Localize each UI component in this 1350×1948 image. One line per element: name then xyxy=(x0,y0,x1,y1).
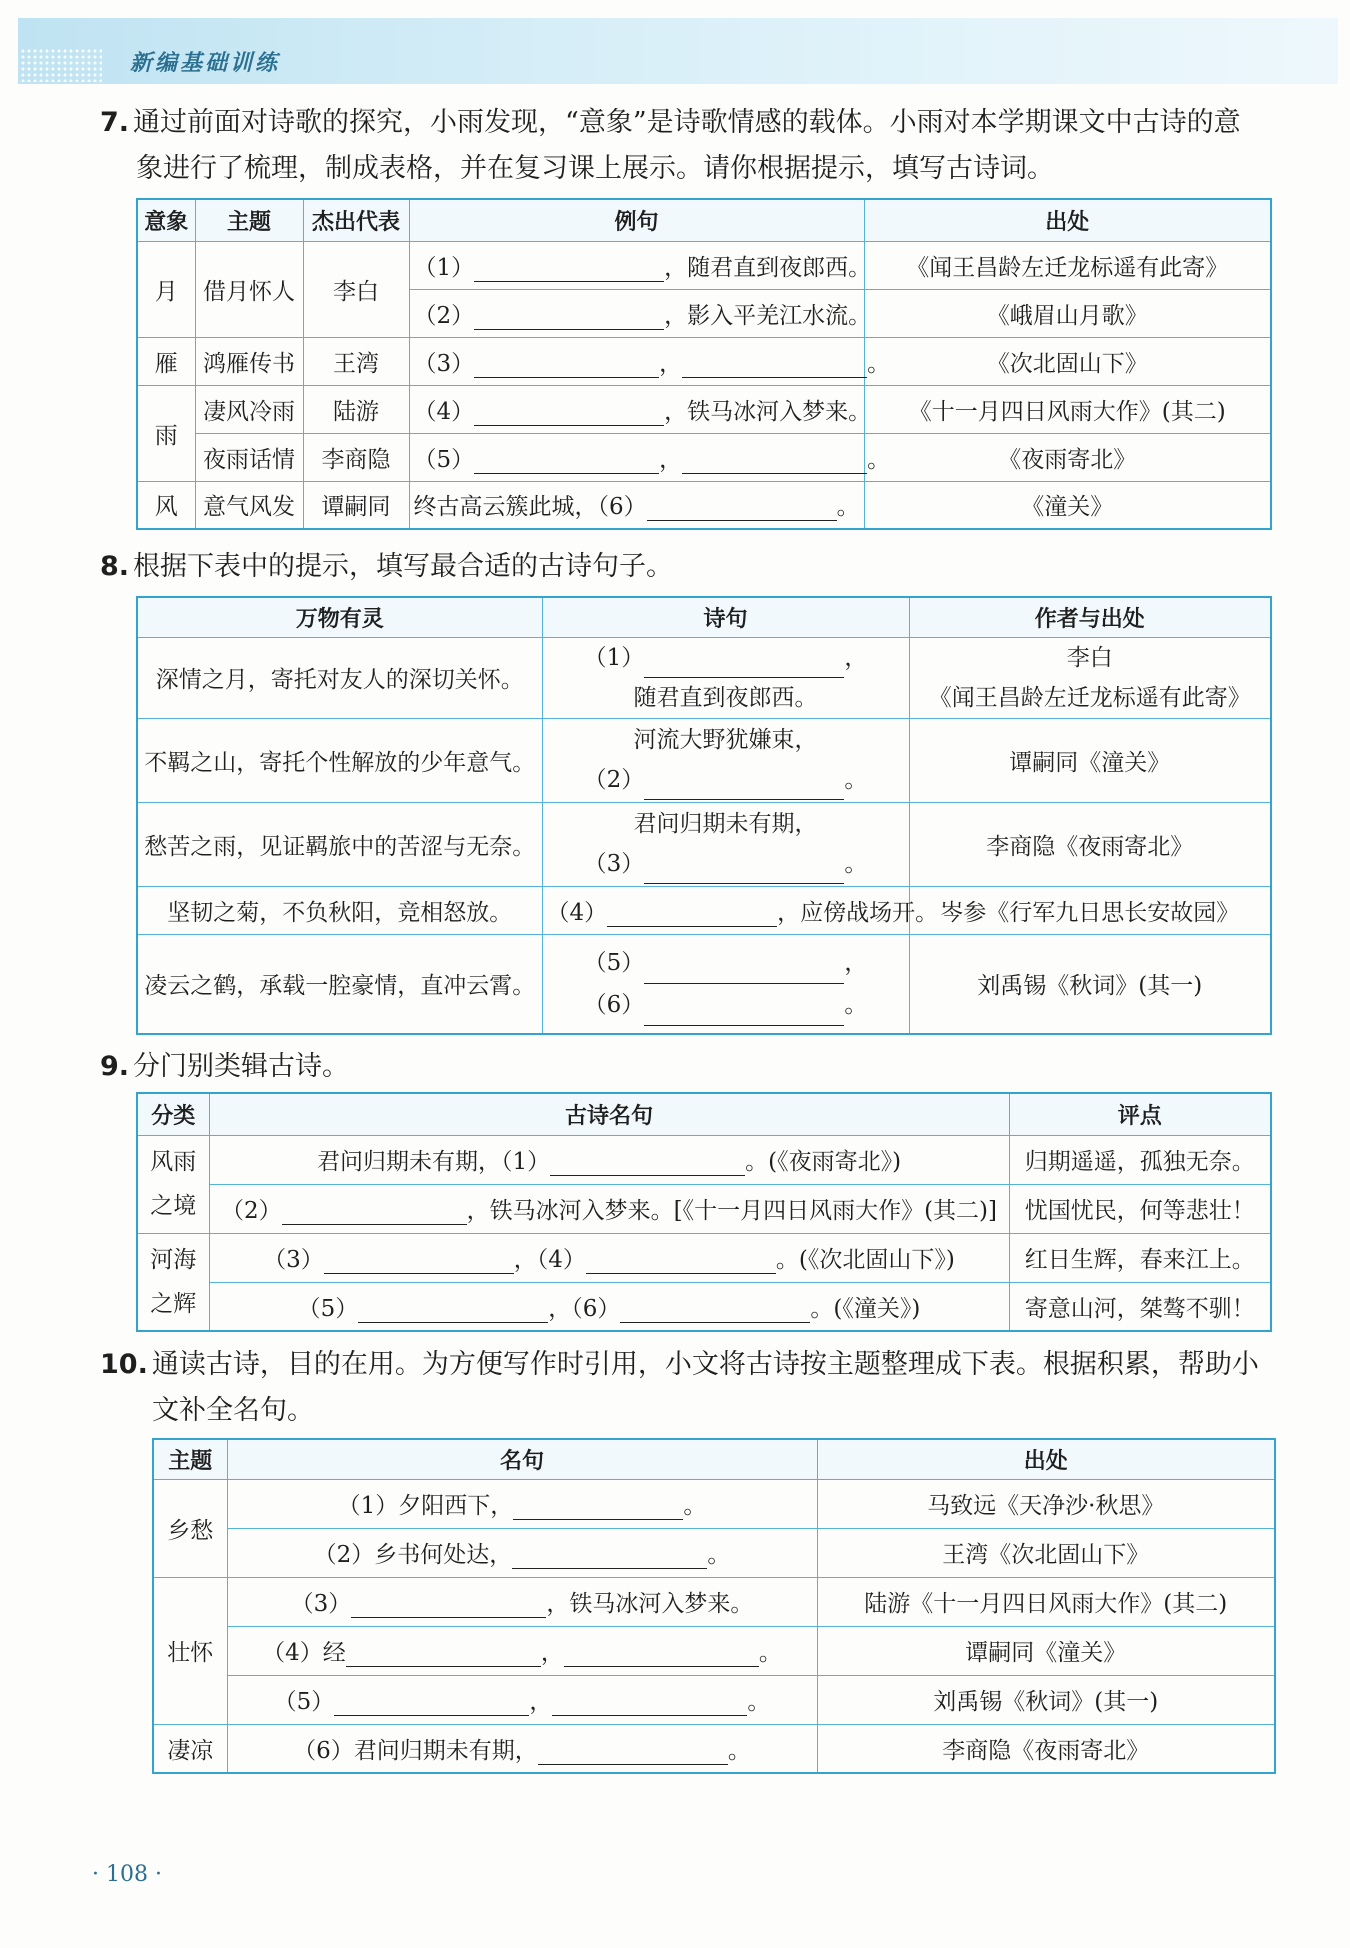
spirit-cell: 深情之月，寄托对友人的深切关怀。 xyxy=(137,637,542,718)
source-cell: 《十一月四日风雨大作》(其二) xyxy=(864,385,1271,433)
rep-cell: 陆游 xyxy=(303,385,409,433)
question-text: 分门别类辑古诗。 xyxy=(133,1051,350,1082)
example-text: 。 xyxy=(836,494,860,521)
answer-blank[interactable] xyxy=(644,651,844,678)
col-header: 主题 xyxy=(195,199,303,241)
author-cell xyxy=(909,637,1271,718)
theme-cell: 意气风发 xyxy=(195,481,303,529)
answer-blank[interactable] xyxy=(644,957,844,984)
table-q10 xyxy=(152,1438,1276,1774)
table-row xyxy=(137,718,1271,802)
example-cell xyxy=(409,481,864,529)
blank-label: （5） xyxy=(273,1689,335,1715)
source-cell: 王湾《次北固山下》 xyxy=(817,1528,1275,1577)
answer-blank[interactable] xyxy=(538,1738,728,1765)
table-q9 xyxy=(136,1092,1272,1332)
image-cell: 雁 xyxy=(137,337,195,385)
col-header: 诗句 xyxy=(542,597,909,637)
blank-label: （2） xyxy=(220,1198,282,1224)
blank-label: （2） xyxy=(583,767,645,793)
table-row xyxy=(137,433,1271,481)
verse-cell xyxy=(227,1724,817,1773)
table-row xyxy=(153,1479,1275,1528)
comment-cell: 红日生辉，春来江上。 xyxy=(1009,1233,1271,1282)
page-number: · 108 · xyxy=(92,1862,162,1887)
answer-blank[interactable] xyxy=(644,857,844,884)
verse-cell xyxy=(542,934,909,1034)
table-row xyxy=(137,934,1271,1034)
source-text: 《闻王昌龄左迁龙标遥有此寄》 xyxy=(928,684,1251,711)
blank-label: （5） xyxy=(583,949,645,976)
table-row xyxy=(153,1626,1275,1675)
col-header: 分类 xyxy=(137,1093,209,1135)
question-text-cont: 文补全名句。 xyxy=(152,1395,314,1426)
source-cell: 《夜雨寄北》 xyxy=(864,433,1271,481)
verse-text: 。 xyxy=(758,1640,782,1666)
source-cell: 陆游《十一月四日风雨大作》(其二) xyxy=(817,1577,1275,1626)
example-text: 。 xyxy=(867,446,891,473)
verse-text: 。 xyxy=(727,1737,751,1764)
table-row xyxy=(137,637,1271,718)
source-cell: 《闻王昌龄左迁龙标遥有此寄》 xyxy=(864,241,1271,289)
theme-cell: 借月怀人 xyxy=(195,241,303,337)
question-10 xyxy=(100,1342,1280,1434)
verse-cell xyxy=(542,802,909,886)
blank-label: ，（4） xyxy=(513,1247,586,1273)
category-text: 之辉 xyxy=(150,1290,197,1317)
author-cell: 岑参《行军九日思长安故园》 xyxy=(909,886,1271,934)
verse-cell xyxy=(209,1184,1009,1233)
comment-cell: 忧国忧民，何等悲壮！ xyxy=(1009,1184,1271,1233)
table-row xyxy=(137,1282,1271,1331)
col-header: 出处 xyxy=(864,199,1271,241)
verse-text: 。 xyxy=(707,1542,731,1568)
spirit-cell: 不羁之山，寄托个性解放的少年意气。 xyxy=(137,718,542,802)
answer-blank[interactable] xyxy=(474,303,664,330)
table-row xyxy=(137,886,1271,934)
blank-label: （5） xyxy=(413,446,475,473)
col-header: 主题 xyxy=(153,1439,227,1479)
theme-cell: 凄风冷雨 xyxy=(195,385,303,433)
answer-blank[interactable] xyxy=(647,494,837,521)
example-cell xyxy=(409,337,891,385)
verse-cell xyxy=(542,637,909,718)
answer-blank[interactable] xyxy=(564,1640,759,1667)
verse-text: （4）经 xyxy=(262,1640,346,1666)
author-text: 李白 xyxy=(1066,644,1113,671)
verse-cell xyxy=(227,1675,817,1724)
col-header: 评点 xyxy=(1009,1093,1271,1135)
image-cell: 月 xyxy=(137,241,195,337)
blank-label: （1） xyxy=(413,254,475,281)
header-dot-pattern xyxy=(20,48,102,82)
question-7 xyxy=(100,100,1280,192)
verse-cell xyxy=(227,1626,817,1675)
col-header: 名句 xyxy=(227,1439,817,1479)
blank-label: ，（6） xyxy=(548,1295,621,1322)
col-header: 作者与出处 xyxy=(909,597,1271,637)
answer-blank[interactable] xyxy=(644,999,844,1026)
verse-cell xyxy=(227,1577,817,1626)
table-row xyxy=(137,337,1271,385)
table-row xyxy=(137,1233,1271,1282)
table-row xyxy=(153,1577,1275,1626)
answer-blank[interactable] xyxy=(358,1296,548,1323)
comment-cell: 寄意山河，桀骜不驯！ xyxy=(1009,1282,1271,1331)
col-header: 杰出代表 xyxy=(303,199,409,241)
example-cell xyxy=(409,241,872,289)
answer-blank[interactable] xyxy=(586,1247,776,1274)
answer-blank[interactable] xyxy=(334,1689,529,1716)
image-cell: 雨 xyxy=(137,385,195,481)
verse-text: 。(《潼关》) xyxy=(810,1295,921,1322)
verse-text: ， xyxy=(844,949,868,976)
question-text: 根据下表中的提示，填写最合适的古诗句子。 xyxy=(133,551,674,582)
blank-label: （4） xyxy=(413,398,475,425)
author-cell: 李商隐《夜雨寄北》 xyxy=(909,802,1271,886)
verse-text: 。(《次北固山下》) xyxy=(775,1247,955,1273)
rep-cell: 李商隐 xyxy=(303,433,409,481)
rep-cell: 王湾 xyxy=(303,337,409,385)
verse-text: 君问归期未有期， xyxy=(633,811,818,837)
col-header: 例句 xyxy=(409,199,864,241)
verse-text: ， xyxy=(844,644,868,671)
verse-cell xyxy=(209,1135,1009,1184)
author-cell: 刘禹锡《秋词》(其一) xyxy=(909,934,1271,1034)
example-cell xyxy=(409,289,872,337)
verse-text: ， xyxy=(529,1689,553,1715)
category-cell xyxy=(137,1233,209,1331)
verse-text: （1）夕阳西下， xyxy=(337,1493,514,1519)
answer-blank[interactable] xyxy=(682,351,867,378)
answer-blank[interactable] xyxy=(512,1542,707,1569)
question-9 xyxy=(100,1044,1280,1090)
question-number: 9. xyxy=(100,1051,130,1082)
blank-label: （3） xyxy=(413,350,475,377)
category-text: 河海 xyxy=(150,1246,197,1273)
example-cell xyxy=(409,385,872,433)
verse-text: 河流大野犹嫌束， xyxy=(633,727,818,753)
spirit-cell: 愁苦之雨，见证羁旅中的苦涩与无奈。 xyxy=(137,802,542,886)
table-row xyxy=(137,385,1271,433)
verse-text: 随君直到夜郎西。 xyxy=(633,684,818,711)
theme-cell: 乡愁 xyxy=(153,1479,227,1577)
author-cell: 谭嗣同《潼关》 xyxy=(909,718,1271,802)
verse-text: 。(《夜雨寄北》) xyxy=(745,1149,902,1175)
table-row xyxy=(153,1675,1275,1724)
verse-text: ， xyxy=(540,1640,564,1666)
theme-cell: 凄凉 xyxy=(153,1724,227,1773)
blank-label: （2） xyxy=(413,302,475,329)
table-row xyxy=(153,1528,1275,1577)
source-cell: 刘禹锡《秋词》(其一) xyxy=(817,1675,1275,1724)
verse-text: （2）乡书何处达， xyxy=(313,1542,513,1568)
blank-label: （3） xyxy=(583,851,645,877)
verse-text: （6）君问归期未有期， xyxy=(293,1737,538,1764)
verse-text: 。 xyxy=(844,851,868,877)
verse-cell xyxy=(209,1282,1009,1331)
answer-blank[interactable] xyxy=(550,1149,745,1176)
verse-cell xyxy=(542,886,939,934)
answer-blank[interactable] xyxy=(351,1591,546,1618)
answer-blank[interactable] xyxy=(474,351,659,378)
verse-cell xyxy=(209,1233,1009,1282)
verse-cell xyxy=(227,1479,817,1528)
answer-blank[interactable] xyxy=(513,1493,683,1520)
table-row xyxy=(137,1184,1271,1233)
theme-cell: 鸿雁传书 xyxy=(195,337,303,385)
table-q8 xyxy=(136,596,1272,1035)
rep-cell: 谭嗣同 xyxy=(303,481,409,529)
category-cell xyxy=(137,1135,209,1233)
blank-label: （3） xyxy=(263,1247,324,1273)
source-cell: 李商隐《夜雨寄北》 xyxy=(817,1724,1275,1773)
source-cell: 《峨眉山月歌》 xyxy=(864,289,1271,337)
verse-text: ，铁马冰河入梦来。 xyxy=(546,1591,754,1617)
question-number: 7. xyxy=(100,107,130,138)
answer-blank[interactable] xyxy=(552,1689,747,1716)
spirit-cell: 坚韧之菊，不负秋阳，竞相怒放。 xyxy=(137,886,542,934)
example-text: ，影入平羌江水流。 xyxy=(664,302,872,329)
answer-blank[interactable] xyxy=(607,900,777,927)
verse-text: 。 xyxy=(844,991,868,1018)
answer-blank[interactable] xyxy=(474,399,664,426)
answer-blank[interactable] xyxy=(282,1198,467,1225)
question-text: 通读古诗，目的在用。为方便写作时引用，小文将古诗按主题整理成下表。根据积累，帮助小 xyxy=(151,1349,1259,1380)
example-cell xyxy=(409,433,891,481)
answer-blank[interactable] xyxy=(620,1296,810,1323)
verse-text: ，铁马冰河入梦来。[《十一月四日风雨大作》(其二)] xyxy=(466,1198,998,1224)
theme-cell: 夜雨话情 xyxy=(195,433,303,481)
category-text: 风雨 xyxy=(150,1149,197,1175)
col-header: 万物有灵 xyxy=(137,597,542,637)
answer-blank[interactable] xyxy=(474,447,659,474)
verse-text: 君问归期未有期，（1） xyxy=(316,1149,551,1175)
source-cell: 谭嗣同《潼关》 xyxy=(817,1626,1275,1675)
verse-text: 。 xyxy=(844,767,868,793)
blank-label: （5） xyxy=(297,1295,359,1322)
question-8 xyxy=(100,544,1280,590)
source-cell: 《潼关》 xyxy=(864,481,1271,529)
example-text: 终古高云簇此城，（6） xyxy=(413,494,647,521)
table-row xyxy=(137,481,1271,529)
example-text: 。 xyxy=(867,350,891,377)
blank-label: （4） xyxy=(546,899,608,926)
blank-label: （3） xyxy=(290,1591,352,1617)
table-row xyxy=(137,802,1271,886)
category-text: 之境 xyxy=(150,1193,197,1219)
question-number: 10. xyxy=(100,1349,148,1380)
verse-text: ，应傍战场开。 xyxy=(777,899,939,926)
question-text-cont: 象进行了梳理，制成表格，并在复习课上展示。请你根据提示，填写古诗词。 xyxy=(136,153,1054,184)
example-text: ，铁马冰河入梦来。 xyxy=(664,398,872,425)
answer-blank[interactable] xyxy=(346,1640,541,1667)
source-cell: 马致远《天净沙·秋思》 xyxy=(817,1479,1275,1528)
comment-cell: 归期遥遥，孤独无奈。 xyxy=(1009,1135,1271,1184)
col-header: 出处 xyxy=(817,1439,1275,1479)
col-header: 古诗名句 xyxy=(209,1093,1009,1135)
answer-blank[interactable] xyxy=(474,255,664,282)
answer-blank[interactable] xyxy=(324,1247,514,1274)
verse-cell xyxy=(227,1528,817,1577)
example-text: ， xyxy=(659,446,683,473)
rep-cell: 李白 xyxy=(303,241,409,337)
verse-text: 。 xyxy=(683,1493,707,1519)
spirit-cell: 凌云之鹤，承载一腔豪情，直冲云霄。 xyxy=(137,934,542,1034)
image-cell: 风 xyxy=(137,481,195,529)
header-title: 新编基础训练 xyxy=(130,51,281,76)
question-text: 通过前面对诗歌的探究，小雨发现，“意象”是诗歌情感的载体。小雨对本学期课文中古诗的意 xyxy=(133,107,1241,138)
col-header: 意象 xyxy=(137,199,195,241)
answer-blank[interactable] xyxy=(682,447,867,474)
table-row xyxy=(137,241,1271,289)
example-text: ， xyxy=(659,350,683,377)
verse-cell xyxy=(542,718,909,802)
blank-label: （1） xyxy=(583,644,645,671)
example-text: ，随君直到夜郎西。 xyxy=(664,254,872,281)
table-q7 xyxy=(136,198,1272,530)
table-row xyxy=(137,1135,1271,1184)
question-number: 8. xyxy=(100,551,130,582)
blank-label: （6） xyxy=(583,991,645,1018)
table-row xyxy=(153,1724,1275,1773)
verse-text: 。 xyxy=(747,1689,771,1715)
source-cell: 《次北固山下》 xyxy=(864,337,1271,385)
theme-cell: 壮怀 xyxy=(153,1577,227,1724)
answer-blank[interactable] xyxy=(644,773,844,800)
